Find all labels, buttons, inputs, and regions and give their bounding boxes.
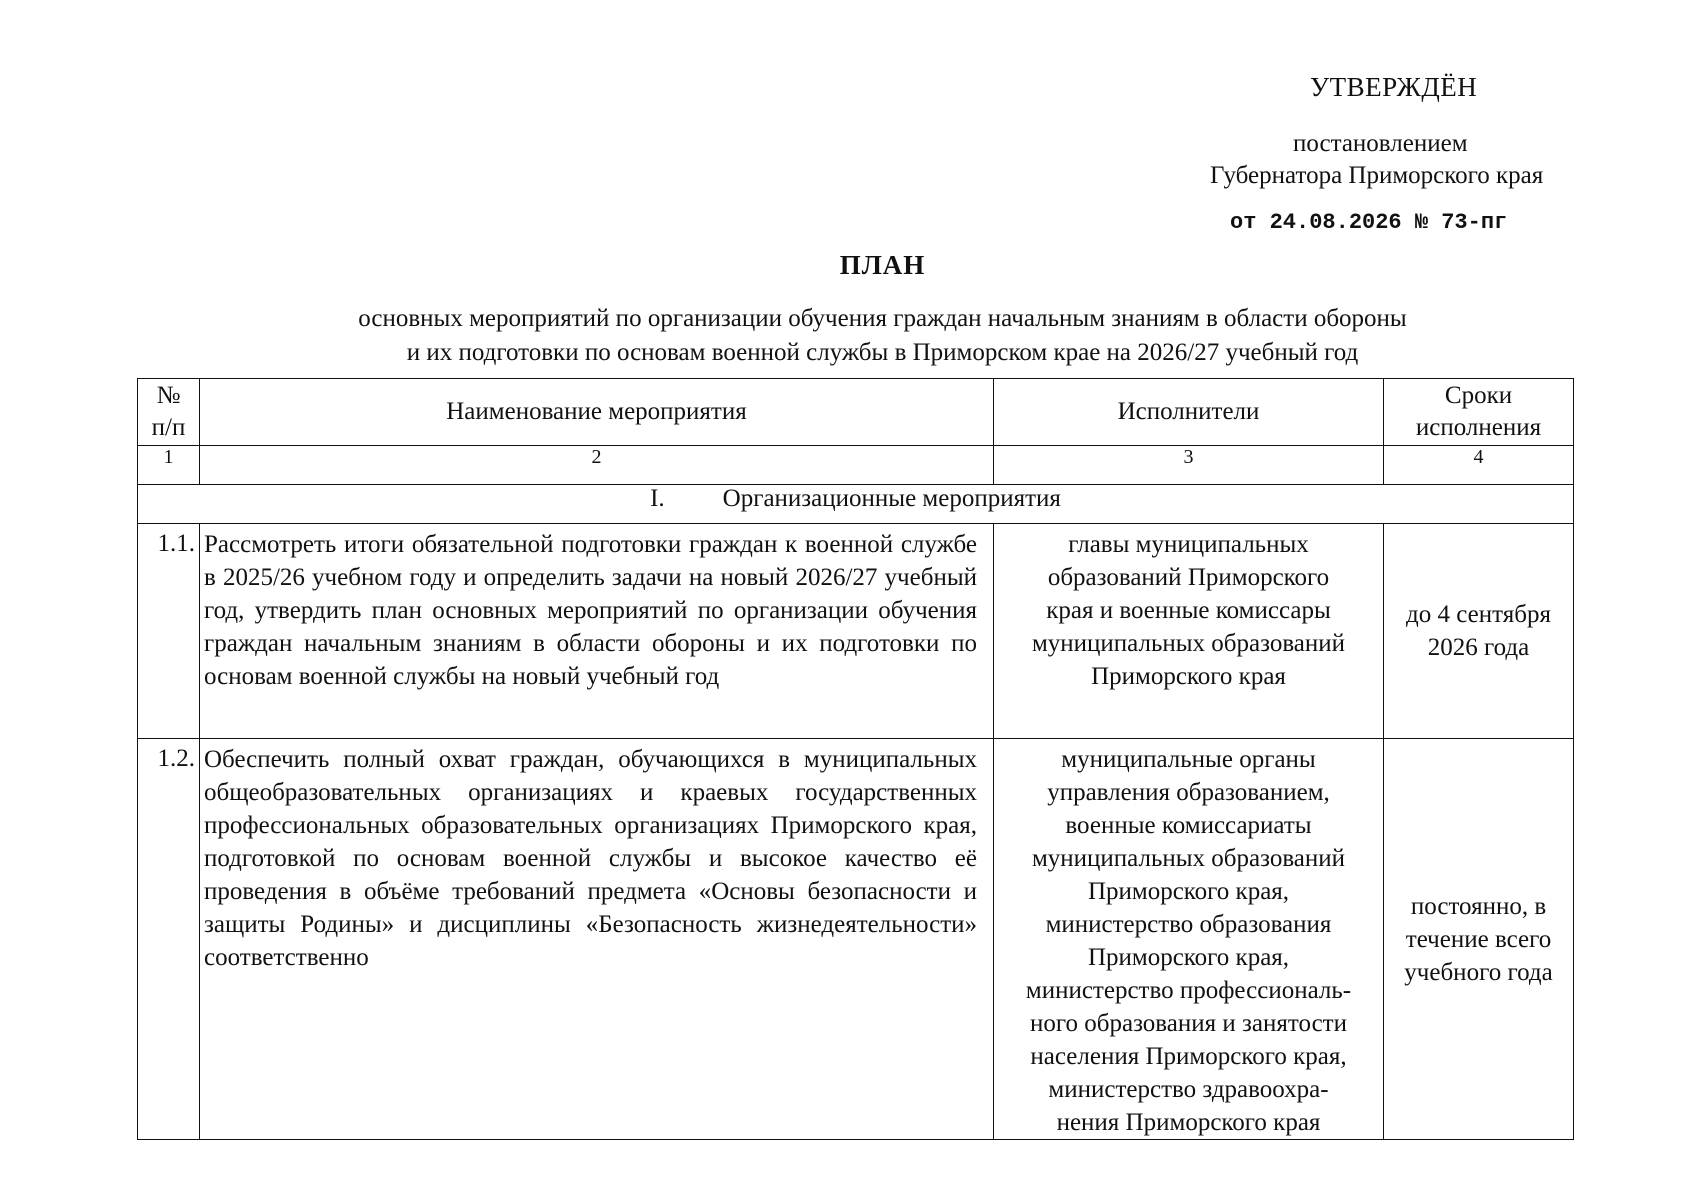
executor-line: министерство здравоохра- [1048,1076,1329,1103]
column-number: 2 [200,446,994,485]
term-line: постоянно, в [1410,892,1547,920]
header-term [1384,379,1574,446]
row-index: 1.1. [138,524,200,739]
column-number-row [138,446,1574,485]
executor-line: министерство образования [1045,911,1332,938]
document-subtitle [0,302,1696,370]
section-number: I. [650,485,665,512]
executor-line: муниципальных образований [1031,845,1346,872]
table-row [138,524,1574,739]
document-title: ПЛАН [839,250,926,280]
executor-line: управления образованием, [1047,779,1330,806]
column-number: 3 [994,446,1384,485]
header-term-line: исполнения [1415,414,1542,441]
executor-line: военные комиссариаты [1065,812,1312,839]
term-line: учебного года [1404,958,1553,986]
executor-line: населения Приморского края, [1030,1043,1347,1070]
term-line: до 4 сентября [1406,601,1551,628]
decree-number: от 24.08.2026 № 73-пг [1230,210,1508,235]
executor-line: нения Приморского края [1056,1109,1321,1136]
header-name: Наименование мероприятия [200,379,994,446]
row-executors [994,739,1384,1140]
executor-line: образований Приморского [1047,564,1330,591]
header-term-line: Сроки [1444,382,1513,409]
executor-line: края и военные комиссары [1046,597,1331,624]
header-num-line: п/п [151,414,186,441]
row-index: 1.2. [138,739,200,1140]
approved-by-label: постановлением [1293,130,1468,157]
section-row [138,485,1574,524]
header-num [138,379,200,446]
table-header-row [138,379,1574,446]
subtitle-line: и их подготовки по основам военной службы в Приморском крае на 2026/27 учебный год [406,339,1359,366]
executor-line: ного образования и занятости [1030,1010,1347,1037]
row-executors [994,524,1384,739]
executor-line: министерство профессиональ- [1025,977,1352,1004]
executor-line: муниципальные органы [1061,746,1316,773]
executor-line: главы муниципальных [1068,531,1309,558]
executor-line: муниципальных образований [1031,630,1346,657]
row-term [1384,524,1574,739]
section-title: Организационные мероприятия [722,485,1061,512]
governor-label: Губернатора Приморского края [1210,162,1544,189]
approved-label: УТВЕРЖДЁН [1310,72,1478,102]
row-description: Обеспечить полный охват граждан, обучающихся в муниципальных общеобразовательных организациях и краевых государственных профессиональных образовательных организациях Приморского края, подготовкой по основам военной службы и высокое качество её проведения в объёме требований предмета «Основы безопасности и защиты Родины» и дисциплины «Безопасность жизнедеятельности» соответственно [200,739,994,1140]
table-row [138,739,1574,1140]
row-term [1384,739,1574,1140]
subtitle-line: основных мероприятий по организации обучения граждан начальным знаниям в области обороны [358,305,1407,332]
executor-line: Приморского края [1091,663,1286,690]
section-heading [138,485,1574,524]
header-executors: Исполнители [994,379,1384,446]
term-line: течение всего [1405,925,1552,953]
executor-line: Приморского края, [1087,944,1290,971]
row-description: Рассмотреть итоги обязательной подготовки граждан к военной службе в 2025/26 учебном году и определить задачи на новый 2026/27 учебный год, утвердить план основных мероприятий по организации обучения граждан начальным знаниям в области обороны и их подготовки по основам военной службы на новый учебный год [200,524,994,739]
column-number: 4 [1384,446,1574,485]
term-line: 2026 года [1427,634,1530,661]
plan-table [137,378,1574,1140]
executor-line: Приморского края, [1087,878,1290,905]
column-number: 1 [138,446,200,485]
header-num-line: № [156,382,181,409]
